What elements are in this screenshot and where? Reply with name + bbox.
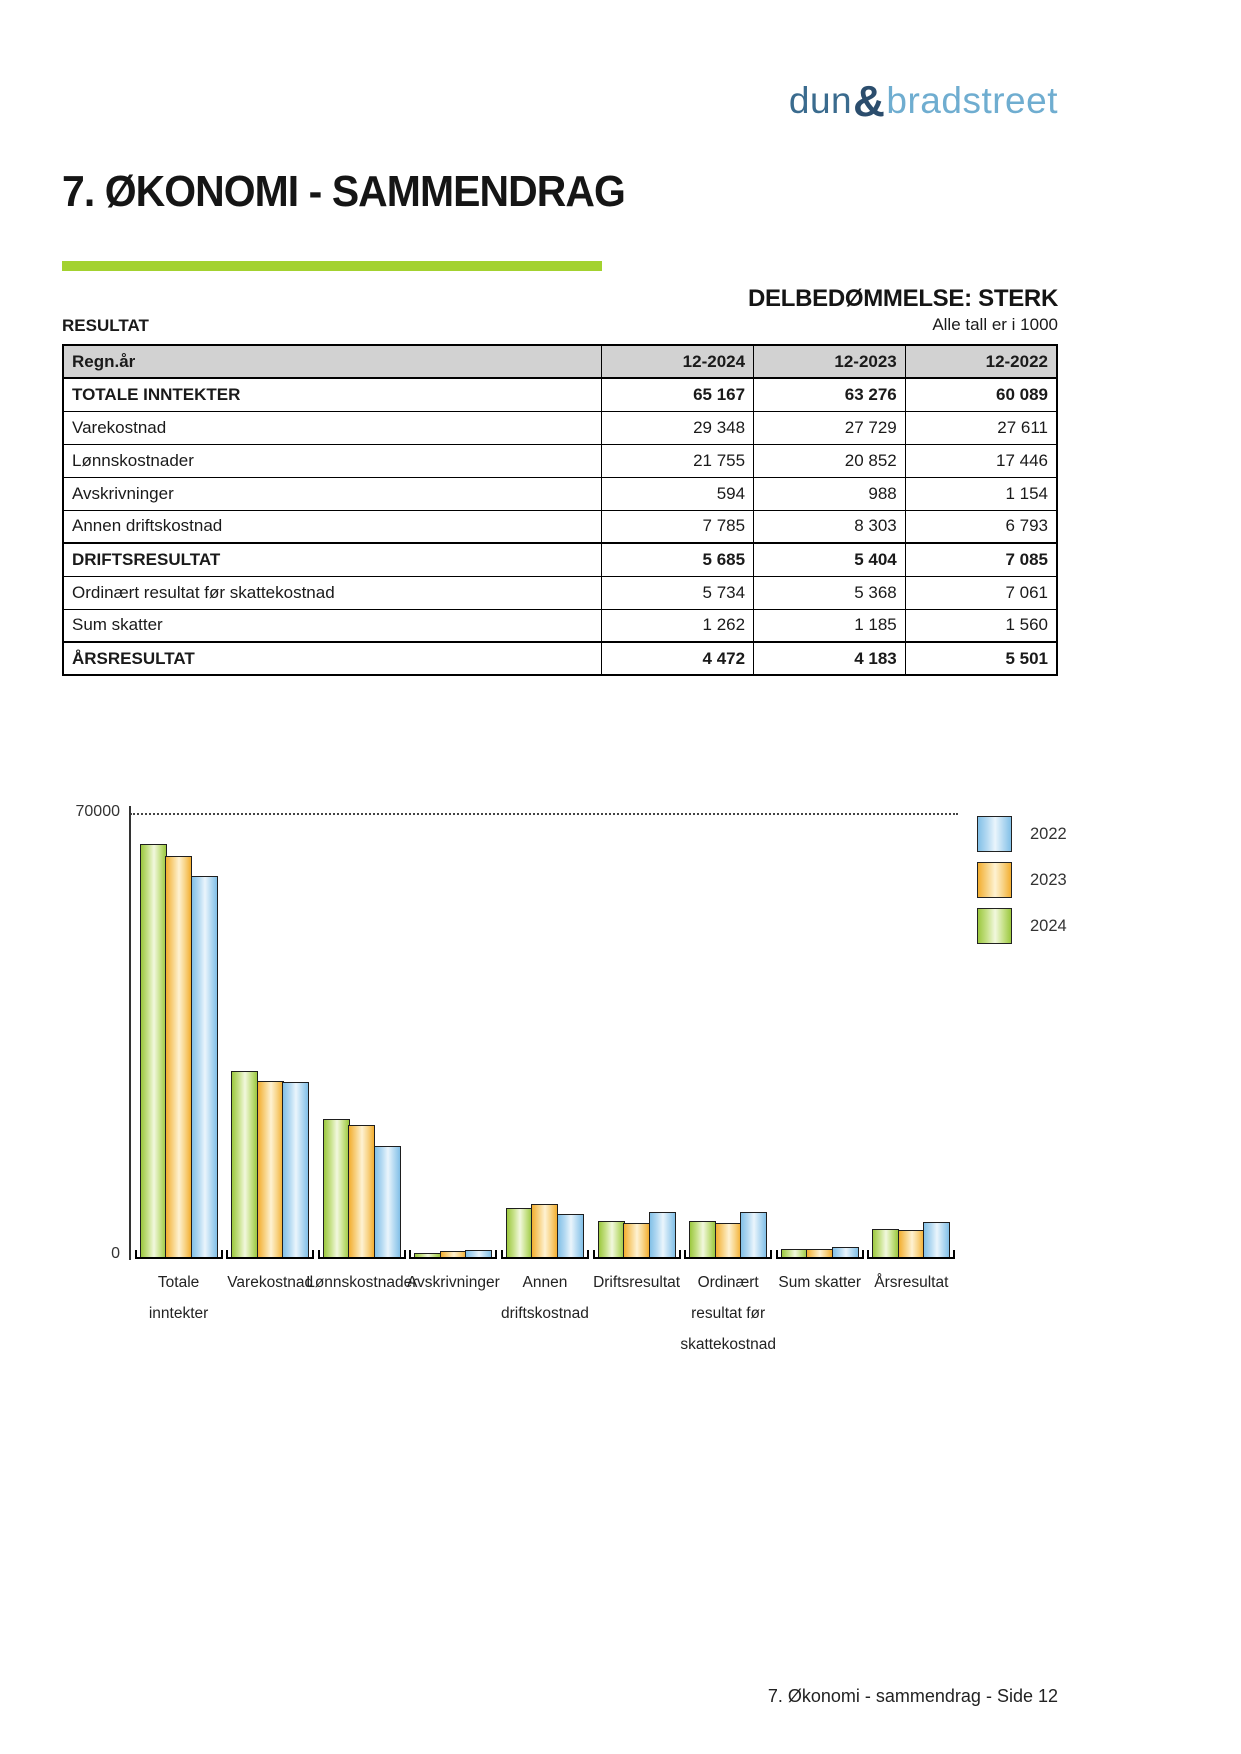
row-label: Lønnskostnader xyxy=(63,444,602,477)
row-value: 17 446 xyxy=(905,444,1057,477)
legend-swatch-2023 xyxy=(977,862,1012,898)
table-header-row xyxy=(63,345,1057,378)
table-row xyxy=(63,510,1057,543)
legend-swatch-2022 xyxy=(977,816,1012,852)
page-footer: 7. Økonomi - sammendrag - Side 12 xyxy=(767,1686,1058,1706)
bar-2024 xyxy=(414,1253,441,1257)
chart-legend xyxy=(977,816,1067,954)
resultat-table xyxy=(62,344,1058,676)
bar-2024 xyxy=(140,844,167,1257)
bar-group xyxy=(406,815,500,1291)
row-label: DRIFTSRESULTAT xyxy=(63,543,602,576)
bar-2022 xyxy=(282,1082,309,1257)
table-row xyxy=(63,477,1057,510)
row-value: 5 685 xyxy=(602,543,754,576)
legend-swatch-2024 xyxy=(977,908,1012,944)
x-axis-label: Driftsresultat xyxy=(593,1274,681,1291)
row-value: 4 183 xyxy=(754,642,906,675)
x-axis-label: Ordinært resultat før skattekostnad xyxy=(680,1274,776,1353)
units-note: Alle tall er i 1000 xyxy=(932,315,1058,334)
bar-2023 xyxy=(806,1249,833,1257)
table-section-label: RESULTAT xyxy=(62,316,149,335)
table-body xyxy=(63,378,1057,675)
row-value: 1 185 xyxy=(754,609,906,642)
row-value: 1 262 xyxy=(602,609,754,642)
bar-2024 xyxy=(689,1221,716,1257)
bar-2024 xyxy=(598,1221,625,1257)
legend-item xyxy=(977,908,1067,944)
y-axis-tick-0: 0 xyxy=(111,1245,120,1262)
x-axis-label: Annen driftskostnad xyxy=(501,1274,589,1322)
bar-2023 xyxy=(531,1204,558,1257)
row-label: Annen driftskostnad xyxy=(63,510,602,543)
x-axis-label: Sum skatter xyxy=(778,1274,862,1291)
row-label: Varekostnad xyxy=(63,411,602,444)
bar-2022 xyxy=(557,1214,584,1257)
bar-2022 xyxy=(465,1250,492,1257)
title-underline xyxy=(62,261,602,271)
bar-2023 xyxy=(623,1223,650,1257)
row-label: ÅRSRESULTAT xyxy=(63,642,602,675)
page-title: 7. ØKONOMI - SAMMENDRAG xyxy=(62,167,625,216)
bar-2022 xyxy=(191,876,218,1257)
row-value: 65 167 xyxy=(602,378,754,411)
bar-group xyxy=(306,815,418,1291)
dun-bradstreet-logo xyxy=(789,74,1058,124)
ampersand-icon: & xyxy=(853,77,886,126)
x-axis-label: Avskrivninger xyxy=(406,1274,500,1291)
x-axis-label: Varekostnad xyxy=(227,1274,314,1291)
bar-2022 xyxy=(649,1212,676,1257)
row-value: 5 734 xyxy=(602,576,754,609)
y-axis-tick-70000: 70000 xyxy=(75,803,120,820)
bar-group xyxy=(226,815,314,1291)
row-value: 5 368 xyxy=(754,576,906,609)
bar-2023 xyxy=(440,1251,467,1257)
row-value: 1 154 xyxy=(905,477,1057,510)
row-value: 27 611 xyxy=(905,411,1057,444)
row-value: 29 348 xyxy=(602,411,754,444)
row-value: 5 501 xyxy=(905,642,1057,675)
row-value: 8 303 xyxy=(754,510,906,543)
row-value: 7 061 xyxy=(905,576,1057,609)
bar-2024 xyxy=(231,1071,258,1257)
row-value: 20 852 xyxy=(754,444,906,477)
legend-label: 2023 xyxy=(1030,870,1067,889)
bar-group xyxy=(593,815,681,1291)
row-value: 63 276 xyxy=(754,378,906,411)
row-value: 7 085 xyxy=(905,543,1057,576)
bar-2024 xyxy=(323,1119,350,1257)
bar-group xyxy=(501,815,589,1322)
logo-text-bradstreet: bradstreet xyxy=(886,80,1058,121)
table-row xyxy=(63,444,1057,477)
legend-label: 2022 xyxy=(1030,824,1067,843)
bar-2022 xyxy=(374,1146,401,1257)
row-value: 27 729 xyxy=(754,411,906,444)
bar-group xyxy=(680,815,776,1353)
bar-chart-plot xyxy=(131,815,959,1353)
bar-2022 xyxy=(740,1212,767,1257)
bar-2023 xyxy=(348,1125,375,1257)
bar-2024 xyxy=(781,1249,808,1257)
sub-assessment-heading: DELBEDØMMELSE: STERK xyxy=(747,285,1058,312)
table-header xyxy=(63,345,1057,378)
row-label: Avskrivninger xyxy=(63,477,602,510)
column-header-2024: 12-2024 xyxy=(602,345,754,378)
x-axis-label: Lønnskostnader xyxy=(306,1274,418,1291)
legend-item xyxy=(977,816,1067,852)
bar-2023 xyxy=(715,1223,742,1257)
row-value: 6 793 xyxy=(905,510,1057,543)
bar-2022 xyxy=(832,1247,859,1257)
bar-2022 xyxy=(923,1222,950,1257)
table-row xyxy=(63,543,1057,576)
table-row xyxy=(63,642,1057,675)
column-header-regnaar: Regn.år xyxy=(63,345,602,378)
row-value: 1 560 xyxy=(905,609,1057,642)
row-value: 594 xyxy=(602,477,754,510)
bar-group xyxy=(867,815,955,1291)
bar-group xyxy=(135,815,223,1322)
legend-item xyxy=(977,862,1067,898)
logo-text-dun: dun xyxy=(788,80,853,121)
column-header-2023: 12-2023 xyxy=(754,345,906,378)
column-header-2022: 12-2022 xyxy=(905,345,1057,378)
bar-2023 xyxy=(898,1230,925,1257)
x-axis-label: Totale inntekter xyxy=(148,1274,209,1322)
row-value: 21 755 xyxy=(602,444,754,477)
legend-label: 2024 xyxy=(1030,916,1067,935)
row-value: 60 089 xyxy=(905,378,1057,411)
table-row xyxy=(63,609,1057,642)
bar-2023 xyxy=(165,856,192,1257)
table-row xyxy=(63,576,1057,609)
row-label: Sum skatter xyxy=(63,609,602,642)
row-value: 7 785 xyxy=(602,510,754,543)
bar-2023 xyxy=(257,1081,284,1257)
x-axis-label: Årsresultat xyxy=(874,1274,949,1291)
bar-2024 xyxy=(506,1208,533,1257)
table-row xyxy=(63,378,1057,411)
table-row xyxy=(63,411,1057,444)
row-value: 988 xyxy=(754,477,906,510)
bar-2024 xyxy=(872,1229,899,1257)
row-label: Ordinært resultat før skattekostnad xyxy=(63,576,602,609)
row-value: 4 472 xyxy=(602,642,754,675)
bar-group xyxy=(776,815,864,1291)
row-label: TOTALE INNTEKTER xyxy=(63,378,602,411)
row-value: 5 404 xyxy=(754,543,906,576)
